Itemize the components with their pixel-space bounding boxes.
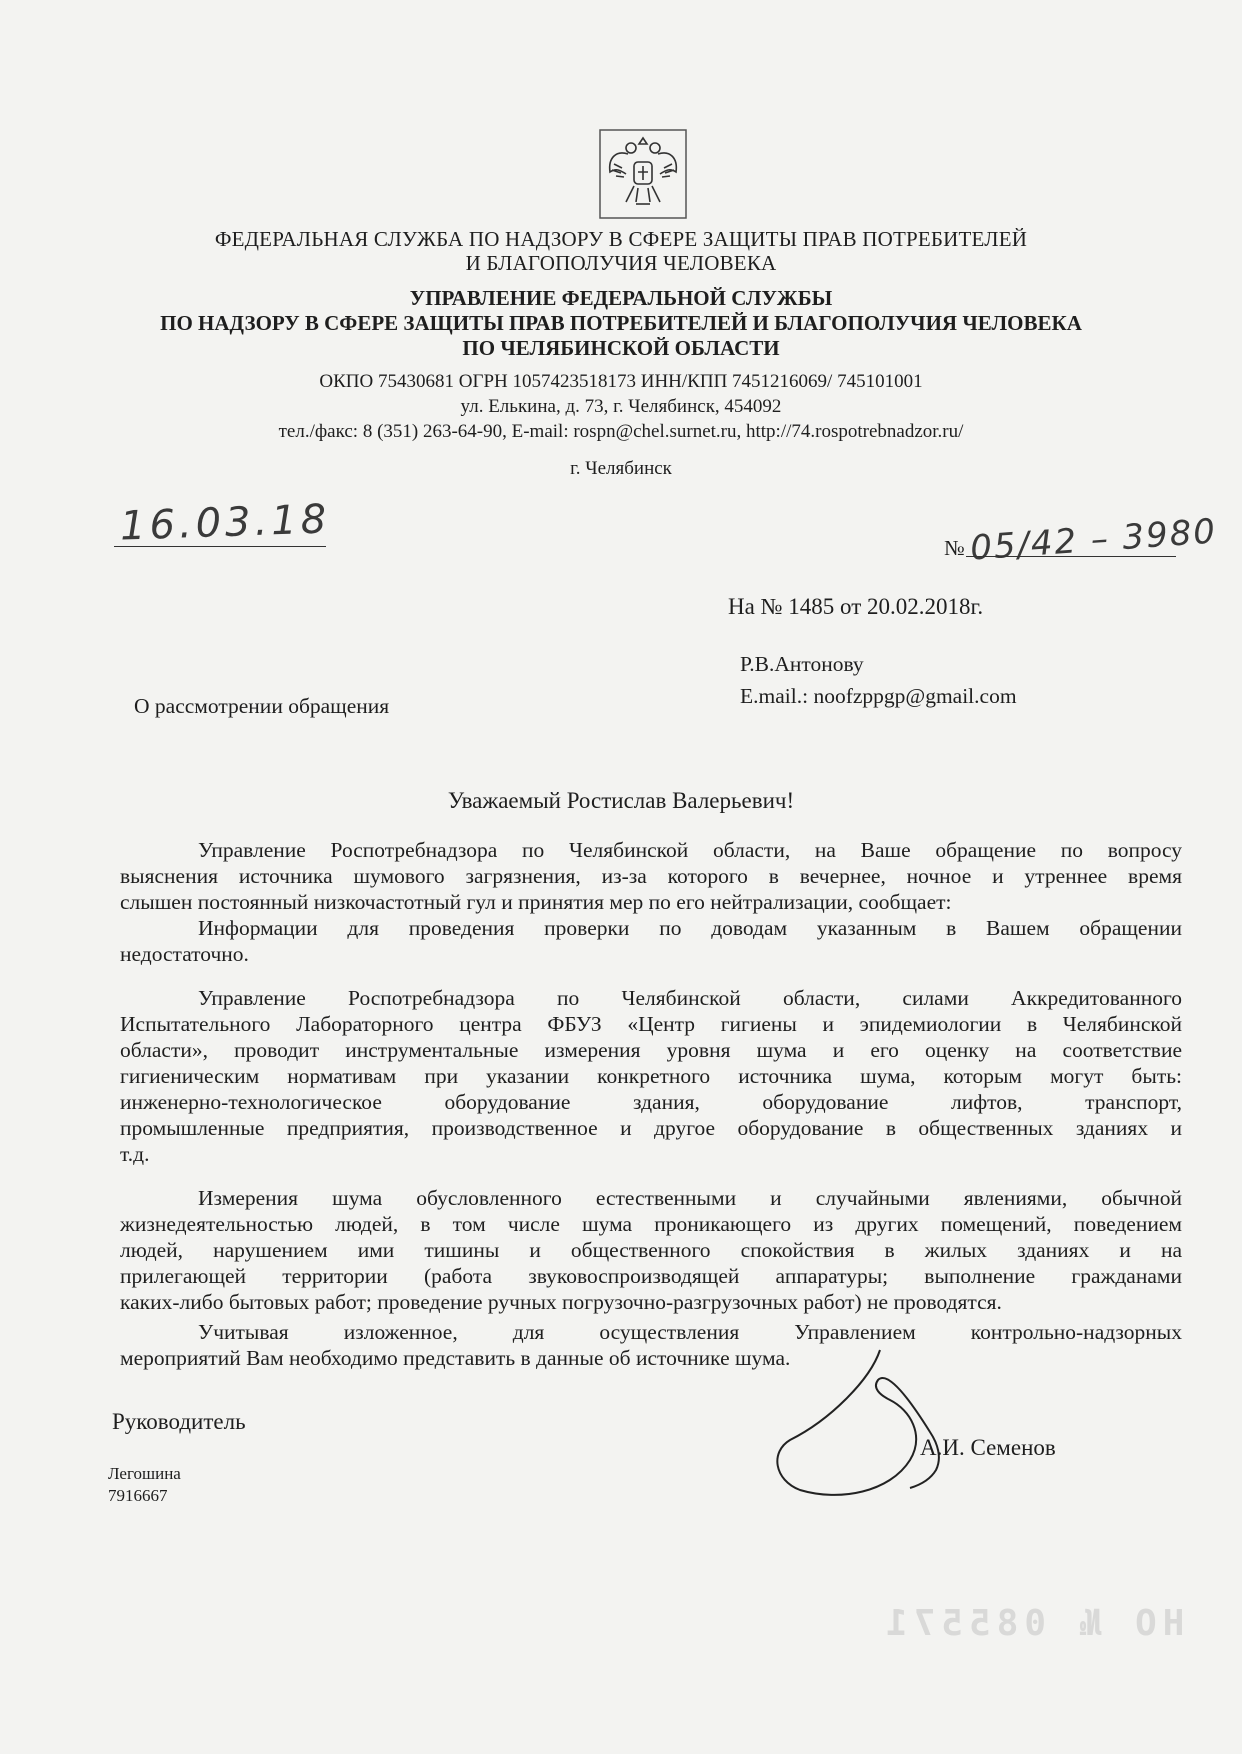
city: г. Челябинск — [570, 458, 672, 479]
paragraph-3-line: инженерно-технологическое оборудование здания, оборудование лифтов, транспорт, — [120, 1090, 1182, 1114]
paragraph-3-line: промышленные предприятия, производственное и другое оборудование в общественных зданиях и — [120, 1116, 1182, 1140]
paragraph-3-line: области», проводит инструментальные измерения уровня шума и его оценку на соответствие — [120, 1038, 1182, 1062]
recipient-name: Р.В.Антонову — [740, 652, 864, 676]
registration-codes: ОКПО 75430681 ОГРН 1057423518173 ИНН/КПП 7451216069/ 745101001 — [319, 371, 923, 392]
reply-reference: На № 1485 от 20.02.2018г. — [728, 594, 984, 619]
date-underline — [114, 546, 326, 547]
paragraph-3-line: Управление Роспотребнадзора по Челябинской области, силами Аккредитованного — [198, 986, 1182, 1010]
salutation: Уважаемый Ростислав Валерьевич! — [447, 788, 795, 813]
paragraph-3-line: гигиеническим нормативам при указании конкретного источника шума, которым могут быть: — [120, 1064, 1182, 1088]
paragraph-4-line: людей, нарушением ими тишины и общественного спокойствия в жилых зданиях и на — [120, 1238, 1182, 1262]
paragraph-1-line: Управление Роспотребнадзора по Челябинской области, на Ваше обращение по вопросу — [198, 838, 1182, 862]
handwritten-date: 16.03.18 — [119, 496, 331, 550]
paragraph-2-line: Информации для проведения проверки по доводам указанным в Вашем обращении — [198, 916, 1182, 940]
paragraph-4-line: каких-либо бытовых работ; проведение ручных погрузочно-разгрузочных работ) не проводятся. — [120, 1290, 1002, 1314]
contacts: тел./факс: 8 (351) 263-64-90, E-mail: rospn@chel.surnet.ru, http://74.rospotrebnadzor.ru/ — [278, 421, 964, 442]
paragraph-4-line: жизнедеятельностью людей, в том числе шума проникающего из других помещений, поведением — [120, 1212, 1182, 1236]
department-name-line-2: ПО НАДЗОРУ В СФЕРЕ ЗАЩИТЫ ПРАВ ПОТРЕБИТЕЛЕЙ И БЛАГОПОЛУЧИЯ ЧЕЛОВЕКА — [160, 311, 1082, 335]
stamp-text: НО № 085571 — [880, 1603, 1185, 1644]
paragraph-3-line: т.д. — [120, 1142, 150, 1166]
coat-of-arms-emblem — [598, 128, 688, 220]
paragraph-1-line: выяснения источника шумового загрязнения, из-за которого в вечернее, ночное и утреннее время — [120, 864, 1182, 888]
handwritten-signature — [760, 1340, 960, 1510]
executor-name: Легошина — [108, 1464, 181, 1483]
service-name-line-1: ФЕДЕРАЛЬНАЯ СЛУЖБА ПО НАДЗОРУ В СФЕРЕ ЗАЩИТЫ ПРАВ ПОТРЕБИТЕЛЕЙ — [214, 227, 1028, 251]
address: ул. Елькина, д. 73, г. Челябинск, 454092 — [460, 396, 782, 417]
paragraph-5-line: Учитывая изложенное, для осуществления Управлением контрольно-надзорных — [198, 1320, 1182, 1344]
executor-phone: 7916667 — [108, 1486, 168, 1505]
signatory-position: Руководитель — [112, 1409, 246, 1434]
signatory-name: А.И. Семенов — [920, 1435, 1056, 1460]
department-name-line-3: ПО ЧЕЛЯБИНСКОЙ ОБЛАСТИ — [462, 336, 780, 360]
paragraph-2-line: недостаточно. — [120, 942, 249, 966]
paragraph-3-line: Испытательного Лабораторного центра ФБУЗ «Центр гигиены и эпидемиологии в Челябинской — [120, 1012, 1182, 1036]
letter-subject: О рассмотрении обращения — [134, 694, 390, 718]
paragraph-4-line: прилегающей территории (работа звуковоспроизводящей аппаратуры; выполнение гражданами — [120, 1264, 1182, 1288]
paragraph-1-line: слышен постоянный низкочастотный гул и принятия мер по его нейтрализации, сообщает: — [120, 890, 952, 914]
show-through-stamp — [880, 1603, 1184, 1644]
service-name-line-2: И БЛАГОПОЛУЧИЯ ЧЕЛОВЕКА — [465, 251, 777, 275]
number-label: № — [944, 536, 965, 560]
paragraph-5-line: мероприятий Вам необходимо представить в данные об источнике шума. — [120, 1346, 791, 1370]
recipient-email: E.mail.: noofzppgp@gmail.com — [740, 684, 1017, 708]
handwritten-number: 05/42 – 3980 — [968, 511, 1219, 569]
paragraph-4-line: Измерения шума обусловленного естественными и случайными явлениями, обычной — [198, 1186, 1182, 1210]
department-name-line-1: УПРАВЛЕНИЕ ФЕДЕРАЛЬНОЙ СЛУЖБЫ — [409, 286, 833, 310]
number-underline — [966, 556, 1176, 557]
